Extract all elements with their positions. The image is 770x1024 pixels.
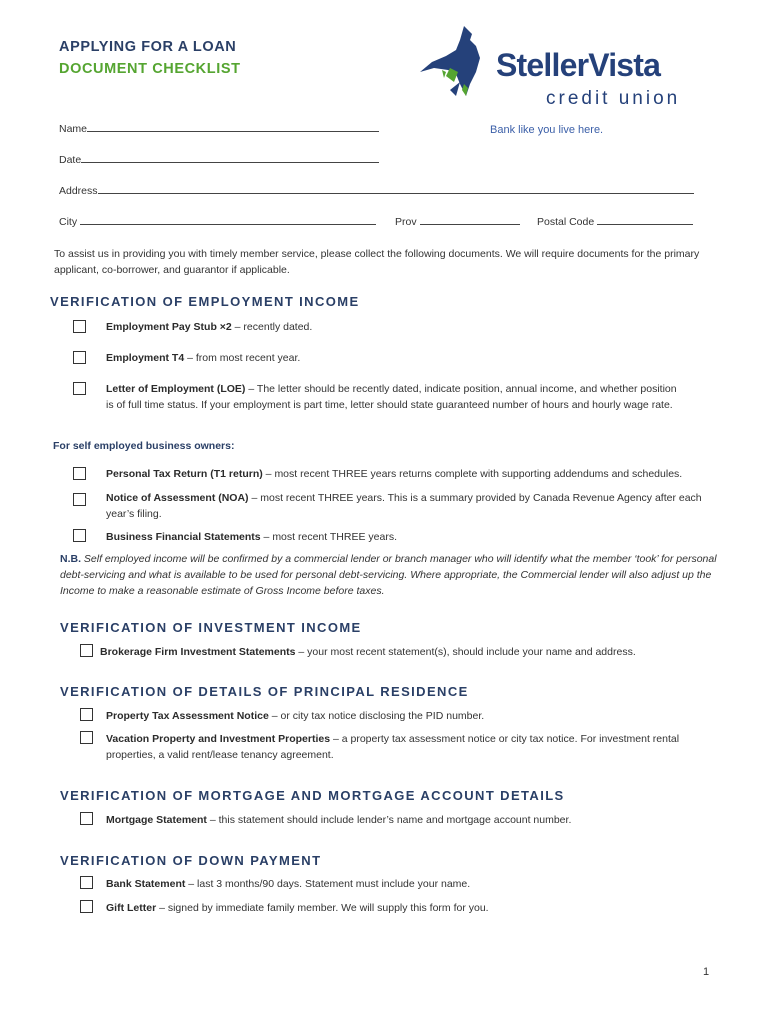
logo-subtitle: credit union <box>546 88 681 109</box>
checkbox-t4[interactable] <box>73 351 86 364</box>
prov-label: Prov <box>395 216 417 228</box>
checkbox-loe[interactable] <box>73 382 86 395</box>
date-line[interactable] <box>81 152 379 163</box>
item-vacation-property: Vacation Property and Investment Properties – a property tax assessment notice or city tax notice. For investment rental properties, a valid rent/lease tenancy agreement. <box>106 733 680 761</box>
address-line[interactable] <box>98 183 694 194</box>
item-mortgage-statement: Mortgage Statement – this statement should include lender’s name and mortgage account number. <box>106 814 572 826</box>
checkbox-vacation-property[interactable] <box>80 731 93 744</box>
title-line-1: APPLYING FOR A LOAN <box>59 39 237 55</box>
date-field[interactable] <box>59 152 379 166</box>
page-number: 1 <box>703 966 710 978</box>
employment-heading: VERIFICATION OF EMPLOYMENT INCOME <box>50 294 360 309</box>
checkbox-business-financials[interactable] <box>73 529 86 542</box>
city-label: City <box>59 216 78 228</box>
intro-paragraph: To assist us in providing you with timely member service, please collect the following documents. We will require documents for the primary applicant, co-borrower, and guarantor if applicable. <box>54 248 700 276</box>
checkbox-t1[interactable] <box>73 467 86 480</box>
prov-field[interactable] <box>395 214 520 228</box>
checkbox-bank-statement[interactable] <box>80 876 93 889</box>
name-label: Name <box>59 123 88 135</box>
item-property-tax: Property Tax Assessment Notice – or city tax notice disclosing the PID number. <box>106 710 485 722</box>
tagline: Bank like you live here. <box>490 124 604 136</box>
city-line[interactable] <box>80 214 376 225</box>
date-label: Date <box>59 154 82 166</box>
city-field[interactable] <box>59 214 376 228</box>
name-field[interactable] <box>59 121 379 135</box>
address-label: Address <box>59 185 98 197</box>
mortgage-heading: VERIFICATION OF MORTGAGE AND MORTGAGE ACCOUNT DETAILS <box>60 788 565 803</box>
item-t4: Employment T4 – from most recent year. <box>106 352 301 364</box>
title-line-2: DOCUMENT CHECKLIST <box>59 61 241 77</box>
self-employed-heading: For self employed business owners: <box>53 440 235 452</box>
investment-heading: VERIFICATION OF INVESTMENT INCOME <box>60 620 362 635</box>
down-payment-heading: VERIFICATION OF DOWN PAYMENT <box>60 853 322 868</box>
address-field[interactable] <box>59 183 694 197</box>
checkbox-noa[interactable] <box>73 493 86 506</box>
nb-note: N.B. Self employed income will be confirmed by a commercial lender or branch manager who will identify what the member ‘took’ for personal debt-servicing and what is available to be used for personal debt-servicing. Where appropriate, the Commercial lender will also adjust up the Income to make a reasonable estimate of Gross Income before taxes. <box>60 553 717 597</box>
checkbox-property-tax[interactable] <box>80 708 93 721</box>
item-business-financials: Business Financial Statements – most recent THREE years. <box>106 531 397 543</box>
item-loe: Letter of Employment (LOE) – The letter should be recently dated, indicate position, annual income, and whether position is of full time status. If your employment is part time, letter should state guaranteed number of hours and hourly wage rate. <box>106 383 677 411</box>
postal-code-label: Postal Code <box>537 216 595 228</box>
logo-wordmark: StellerVista <box>496 47 661 83</box>
postal-code-field[interactable] <box>537 214 693 228</box>
name-line[interactable] <box>87 121 379 132</box>
item-t1: Personal Tax Return (T1 return) – most recent THREE years returns complete with supporting addendums and schedules. <box>106 468 683 480</box>
item-bank-statement: Bank Statement – last 3 months/90 days. Statement must include your name. <box>106 878 471 890</box>
item-brokerage: Brokerage Firm Investment Statements – your most recent statement(s), should include your name and address. <box>100 646 636 658</box>
residence-heading: VERIFICATION OF DETAILS OF PRINCIPAL RESIDENCE <box>60 684 469 699</box>
item-noa: Notice of Assessment (NOA) – most recent THREE years. This is a summary provided by Canada Revenue Agency after each year’s filing. <box>106 492 702 520</box>
checkbox-gift-letter[interactable] <box>80 900 93 913</box>
item-pay-stub: Employment Pay Stub ×2 – recently dated. <box>106 321 313 333</box>
checkbox-pay-stub[interactable] <box>73 320 86 333</box>
item-gift-letter: Gift Letter – signed by immediate family member. We will supply this form for you. <box>106 902 489 914</box>
prov-line[interactable] <box>420 214 520 225</box>
checkbox-mortgage-statement[interactable] <box>80 812 93 825</box>
postal-code-line[interactable] <box>597 214 693 225</box>
checkbox-brokerage[interactable] <box>80 644 93 657</box>
